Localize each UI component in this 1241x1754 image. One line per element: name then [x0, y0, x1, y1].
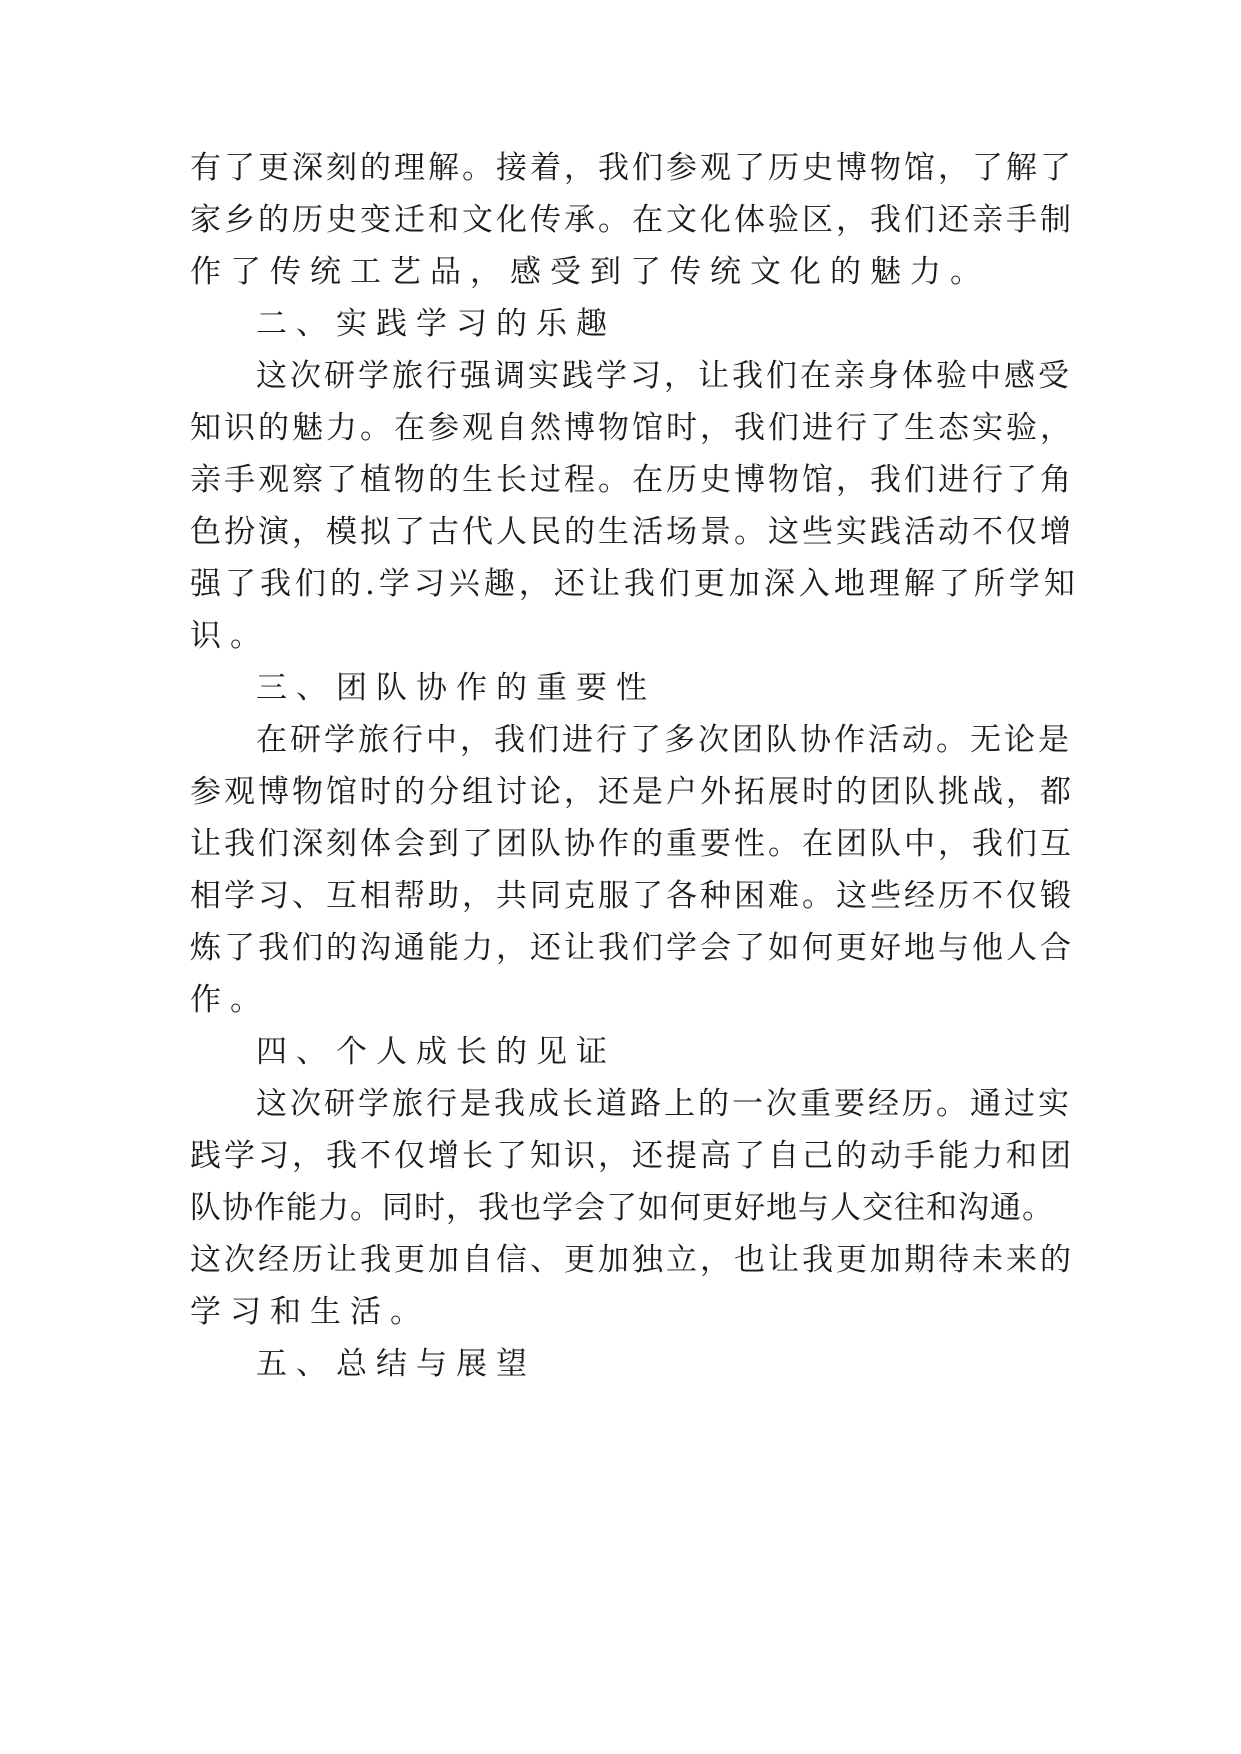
text-line: 相学习、互相帮助，共同克服了各种困难。这些经历不仅锻	[190, 878, 1074, 914]
section-heading: 二、实践学习的乐趣	[256, 306, 616, 342]
text-line: 这次研学旅行强调实践学习，让我们在亲身体验中感受	[256, 358, 1072, 394]
text-line: 知识的魅力。在参观自然博物馆时，我们进行了生态实验，	[190, 410, 1074, 446]
text-line: 队协作能力。同时，我也学会了如何更好地与人交往和沟通。	[190, 1190, 1054, 1226]
section-heading: 五、总结与展望	[256, 1346, 536, 1382]
section-heading: 四、个人成长的见证	[256, 1034, 616, 1070]
text-line: 识。	[190, 618, 270, 654]
text-line: 色扮演，模拟了古代人民的生活场景。这些实践活动不仅增	[190, 514, 1074, 550]
text-line: 参观博物馆时的分组讨论，还是户外拓展时的团队挑战，都	[190, 774, 1074, 810]
text-line: 在研学旅行中，我们进行了多次团队协作活动。无论是	[256, 722, 1072, 758]
text-line: 让我们深刻体会到了团队协作的重要性。在团队中，我们互	[190, 826, 1074, 862]
text-line: 炼了我们的沟通能力，还让我们学会了如何更好地与他人合	[190, 930, 1074, 966]
text-line: 家乡的历史变迁和文化传承。在文化体验区，我们还亲手制	[190, 202, 1074, 238]
text-line: 作。	[190, 982, 270, 1018]
section-heading: 三、团队协作的重要性	[256, 670, 656, 706]
text-line: 强了我们的.学习兴趣，还让我们更加深入地理解了所学知	[190, 566, 1079, 602]
text-line: 这次经历让我更加自信、更加独立，也让我更加期待未来的	[190, 1242, 1074, 1278]
text-line: 作了传统工艺品，感受到了传统文化的魅力。	[190, 254, 990, 290]
text-line: 这次研学旅行是我成长道路上的一次重要经历。通过实	[256, 1086, 1072, 1122]
text-line: 有了更深刻的理解。接着，我们参观了历史博物馆，了解了	[190, 150, 1074, 186]
text-line: 学习和生活。	[190, 1294, 430, 1330]
text-line: 践学习，我不仅增长了知识，还提高了自己的动手能力和团	[190, 1138, 1074, 1174]
text-line: 亲手观察了植物的生长过程。在历史博物馆，我们进行了角	[190, 462, 1074, 498]
